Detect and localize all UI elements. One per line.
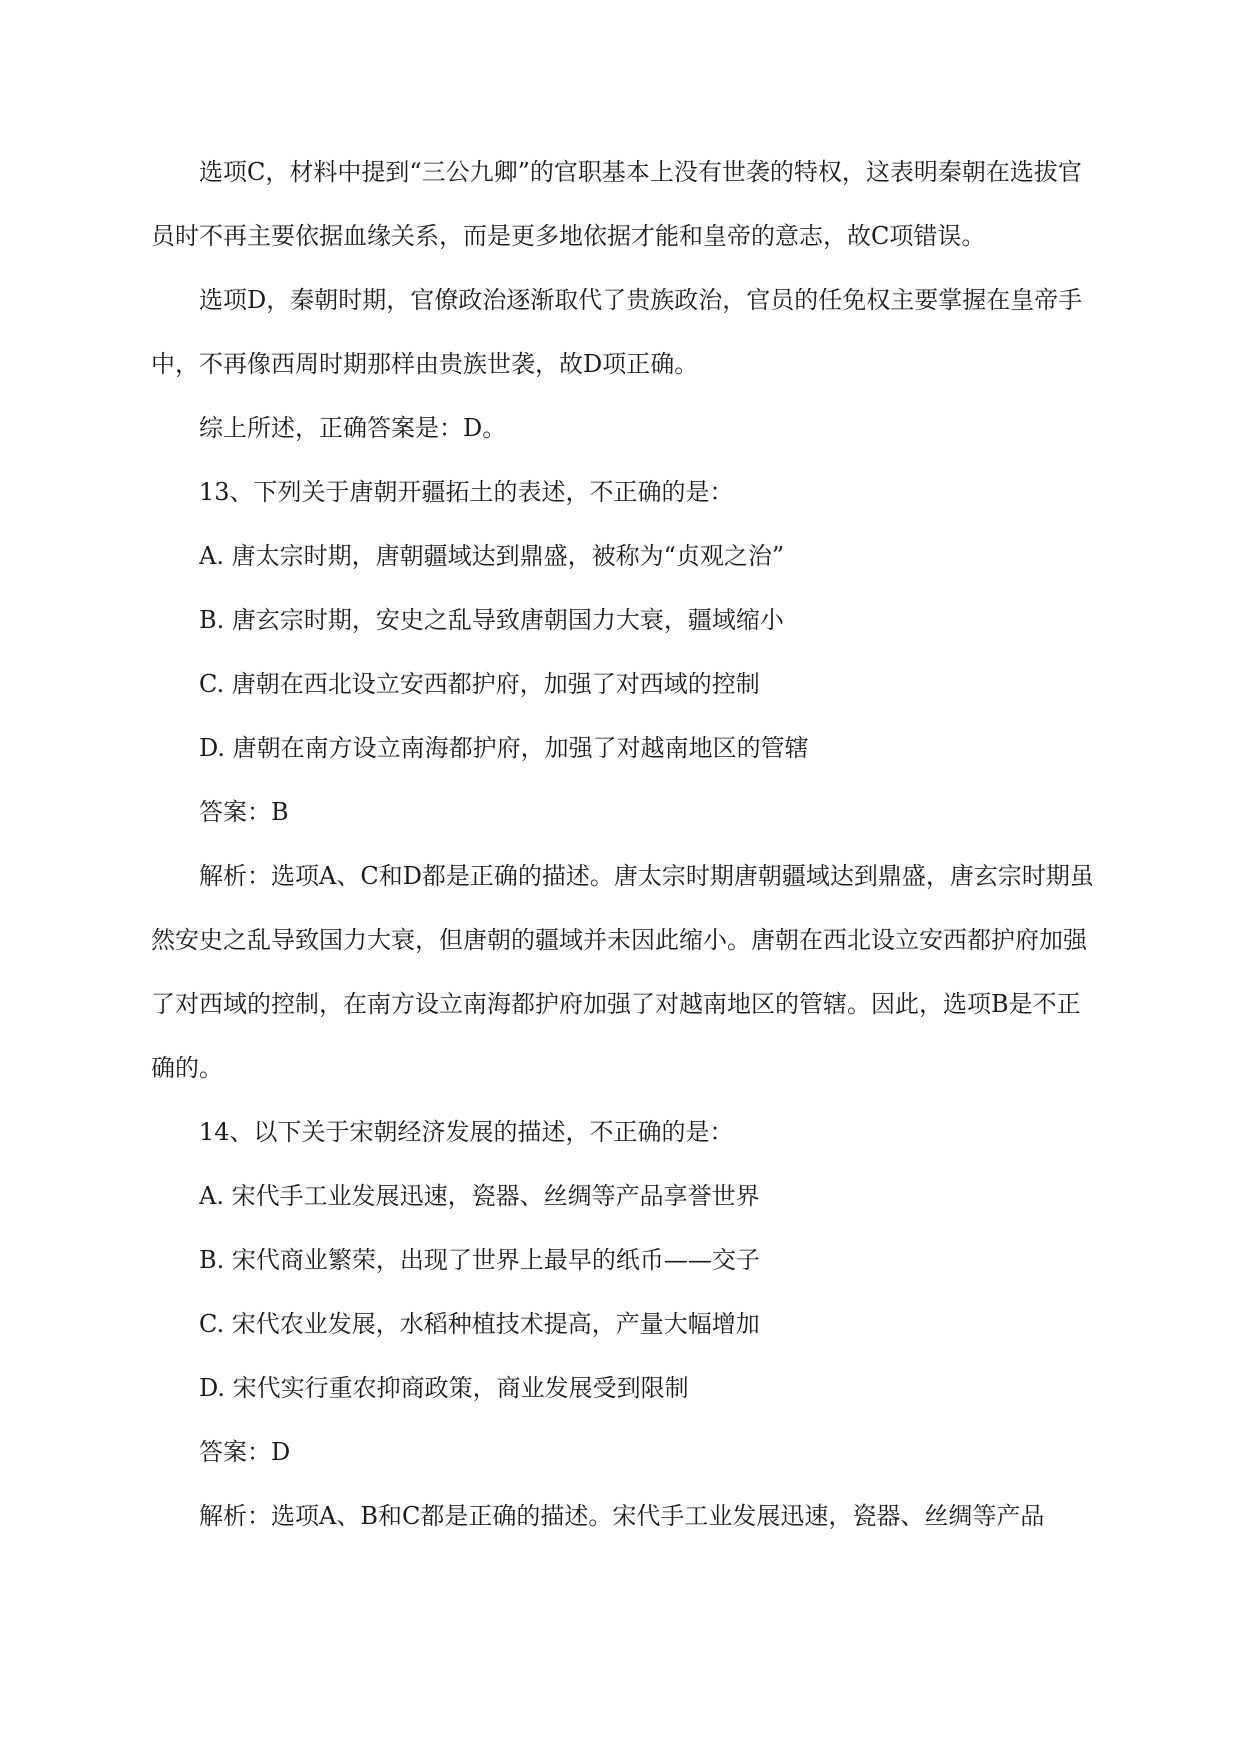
question-14-option-b: B. 宋代商业繁荣，出现了世界上最早的纸币——交子 xyxy=(199,1246,760,1274)
question-14-stem: 14、以下关于宋朝经济发展的描述，不正确的是： xyxy=(199,1118,734,1146)
question-14-option-c: C. 宋代农业发展，水稻种植技术提高，产量大幅增加 xyxy=(199,1310,760,1338)
question-13-option-d: D. 唐朝在南方设立南海都护府，加强了对越南地区的管辖 xyxy=(199,734,809,762)
question-13-stem: 13、下列关于唐朝开疆拓土的表述，不正确的是： xyxy=(199,478,734,506)
document-content xyxy=(151,140,1096,1548)
question-13-option-c: C. 唐朝在西北设立安西都护府，加强了对西域的控制 xyxy=(199,670,760,698)
question-14-option-a: A. 宋代手工业发展迅速，瓷器、丝绸等产品享誉世界 xyxy=(199,1182,760,1210)
question-13-analysis: 解析：选项A、C和D都是正确的描述。唐太宗时期唐朝疆域达到鼎盛，唐玄宗时期虽然安史之乱导致国力大衰，但唐朝的疆域并未因此缩小。唐朝在西北设立安西都护府加强了对西域的控制，在南方设立南海都护府加强了对越南地区的管辖。因此，选项B是不正确的。 xyxy=(151,862,1094,1082)
question-13 xyxy=(151,460,1096,1100)
question-14-answer: 答案：D xyxy=(199,1438,291,1466)
paragraph-option-d-analysis: 选项D，秦朝时期，官僚政治逐渐取代了贵族政治，官员的任免权主要掌握在皇帝手中，不再像西周时期那样由贵族世袭，故D项正确。 xyxy=(151,286,1083,378)
question-14-option-d: D. 宋代实行重农抑商政策，商业发展受到限制 xyxy=(199,1374,689,1402)
paragraph-summary: 综上所述，正确答案是：D。 xyxy=(199,414,507,442)
question-13-option-b: B. 唐玄宗时期，安史之乱导致唐朝国力大衰，疆域缩小 xyxy=(199,606,784,634)
paragraph-option-c-analysis: 选项C，材料中提到“三公九卿”的官职基本上没有世袭的特权，这表明秦朝在选拔官员时不再主要依据血缘关系，而是更多地依据才能和皇帝的意志，故C项错误。 xyxy=(151,158,1082,250)
question-13-answer: 答案：B xyxy=(199,798,289,826)
question-14 xyxy=(151,1100,1096,1548)
question-13-option-a: A. 唐太宗时期，唐朝疆域达到鼎盛，被称为“贞观之治” xyxy=(199,542,785,570)
question-14-analysis: 解析：选项A、B和C都是正确的描述。宋代手工业发展迅速，瓷器、丝绸等产品 xyxy=(199,1502,1045,1530)
